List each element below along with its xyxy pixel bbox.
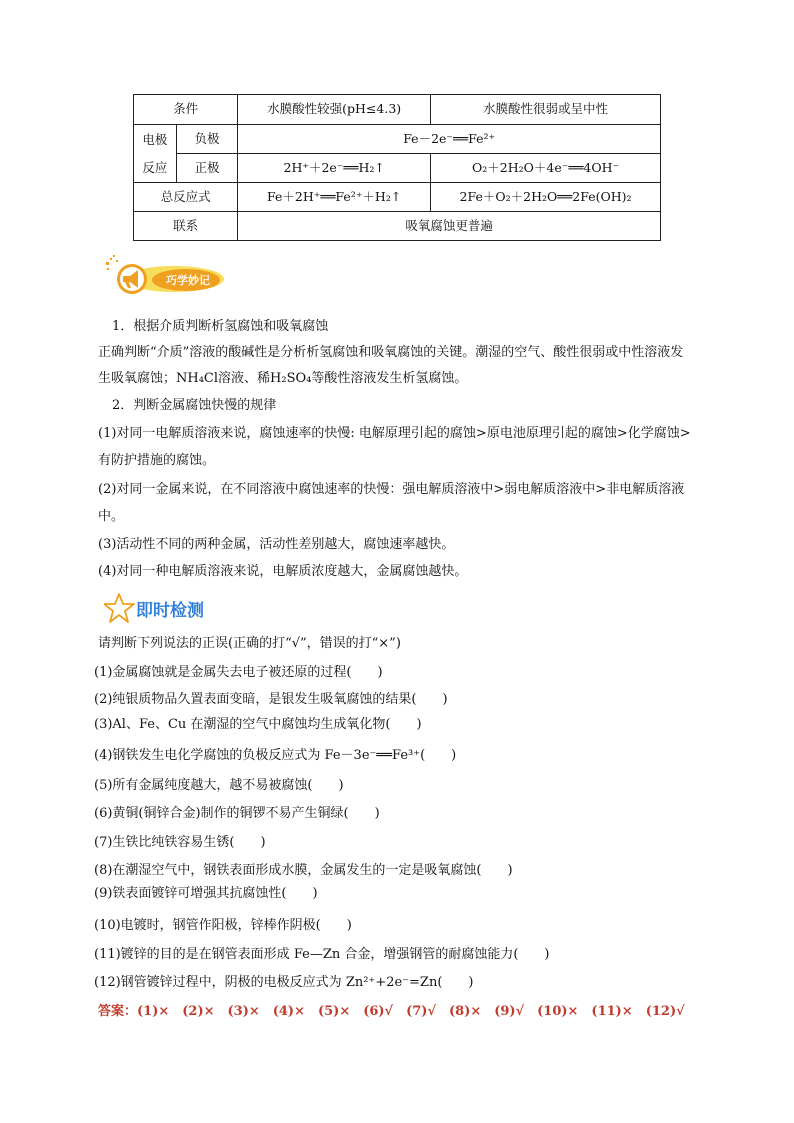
rule-4: (4)对同一种电解质溶液来说，电解质浓度越大，金属腐蚀越快。: [98, 564, 468, 579]
total-reaction-label: 总反应式: [134, 183, 238, 212]
check-item: (5)所有金属纯度越大，越不易被腐蚀( ): [94, 778, 344, 793]
rule-2-line-2: 中。: [98, 509, 125, 524]
condition-header: 条件: [134, 95, 238, 125]
positive-label: 正极: [176, 154, 238, 183]
answer-values: ：(1)× (2)× (3)× (4)× (5)× (6)√ (7)√ (8)× (9)√ (10)× (11)× (12)√: [124, 1004, 685, 1019]
rule-3: (3)活动性不同的两种金属，活动性差别越大，腐蚀速率越快。: [98, 537, 455, 552]
negative-equation: Fe－2e⁻══Fe²⁺: [238, 125, 661, 154]
negative-label: 负极: [176, 125, 238, 154]
table-row: [134, 95, 661, 125]
tips-badge: [104, 252, 234, 300]
answer-label: 答案: [98, 1004, 125, 1019]
total-neutral-equation: 2Fe＋O₂＋2H₂O══2Fe(OH)₂: [431, 183, 661, 212]
relation-value: 吸氧腐蚀更普遍: [238, 212, 661, 241]
tips-heading-2: 2．判断金属腐蚀快慢的规律: [112, 398, 277, 413]
electrode-reaction-label: [134, 125, 177, 183]
check-item: (11)镀锌的目的是在钢管表面形成 Fe—Zn 合金，增强钢管的耐腐蚀能力( ): [94, 947, 550, 962]
rule-1-line-2: 有防护措施的腐蚀。: [98, 453, 216, 468]
table-row: [134, 125, 661, 154]
check-item: (12)钢管镀锌过程中，阴极的电极反应式为 Zn²⁺+2e⁻=Zn( ): [94, 975, 474, 990]
table-row: [134, 212, 661, 241]
tips-badge-text: 巧学妙记: [166, 274, 210, 287]
electrode-label-line-2: 反应: [142, 159, 168, 175]
check-badge: [104, 592, 234, 626]
check-item: (3)Al、Fe、Cu 在潮湿的空气中腐蚀均生成氧化物( ): [94, 717, 422, 732]
tips-paragraph-1-line-2: 生吸氧腐蚀；NH₄Cl溶液、稀H₂SO₄等酸性溶液发生析氢腐蚀。: [98, 371, 468, 386]
relation-label: 联系: [134, 212, 238, 241]
check-item: (9)铁表面镀锌可增强其抗腐蚀性( ): [94, 886, 318, 901]
check-intro: 请判断下列说法的正误(正确的打“√”，错误的打“×”): [98, 636, 401, 651]
check-badge-text: 即时检测: [136, 601, 204, 621]
rule-2-line-1: (2)对同一金属来说，在不同溶液中腐蚀速率的快慢：强电解质溶液中>弱电解质溶液中>非电解质溶液: [98, 482, 685, 497]
table-row: [134, 154, 661, 183]
check-item: (1)金属腐蚀就是金属失去电子被还原的过程( ): [94, 665, 383, 680]
check-item: (4)钢铁发生电化学腐蚀的负极反应式为 Fe－3e⁻══Fe³⁺( ): [94, 748, 457, 763]
tips-heading-1: 1．根据介质判断析氢腐蚀和吸氧腐蚀: [112, 319, 329, 334]
tips-paragraph-1-line-1: 正确判断“介质”溶液的酸碱性是分析析氢腐蚀和吸氧腐蚀的关键。潮湿的空气、酸性很弱或中性溶液发: [98, 345, 684, 360]
corrosion-comparison-table: [133, 94, 661, 241]
table-row: [134, 183, 661, 212]
check-item: (8)在潮湿空气中，钢铁表面形成水膜，金属发生的一定是吸氧腐蚀( ): [94, 863, 513, 878]
check-item: (10)电镀时，钢管作阳极，锌棒作阴极( ): [94, 918, 352, 933]
neutral-header: 水膜酸性很弱或呈中性: [431, 95, 661, 125]
sparkle-icon: [106, 255, 118, 270]
check-item: (6)黄铜(铜锌合金)制作的铜锣不易产生铜绿( ): [94, 806, 380, 821]
total-acidic-equation: Fe＋2H⁺══Fe²⁺＋H₂↑: [238, 183, 431, 212]
check-item: (2)纯银质物品久置表面变暗，是银发生吸氧腐蚀的结果( ): [94, 692, 448, 707]
star-icon: [104, 594, 134, 622]
electrode-label-line-1: 电极: [142, 131, 168, 147]
positive-acidic-equation: 2H⁺＋2e⁻══H₂↑: [238, 154, 431, 183]
positive-neutral-equation: O₂＋2H₂O＋4e⁻══4OH⁻: [431, 154, 661, 183]
check-item: (7)生铁比纯铁容易生锈( ): [94, 835, 266, 850]
acidic-header: 水膜酸性较强(pH≤4.3): [238, 95, 431, 125]
megaphone-icon: [117, 264, 147, 294]
answer-line: [98, 1003, 685, 1021]
rule-1-line-1: (1)对同一电解质溶液来说，腐蚀速率的快慢: 电解原理引起的腐蚀>原电池原理引起的腐蚀>化学腐蚀>: [98, 426, 691, 441]
